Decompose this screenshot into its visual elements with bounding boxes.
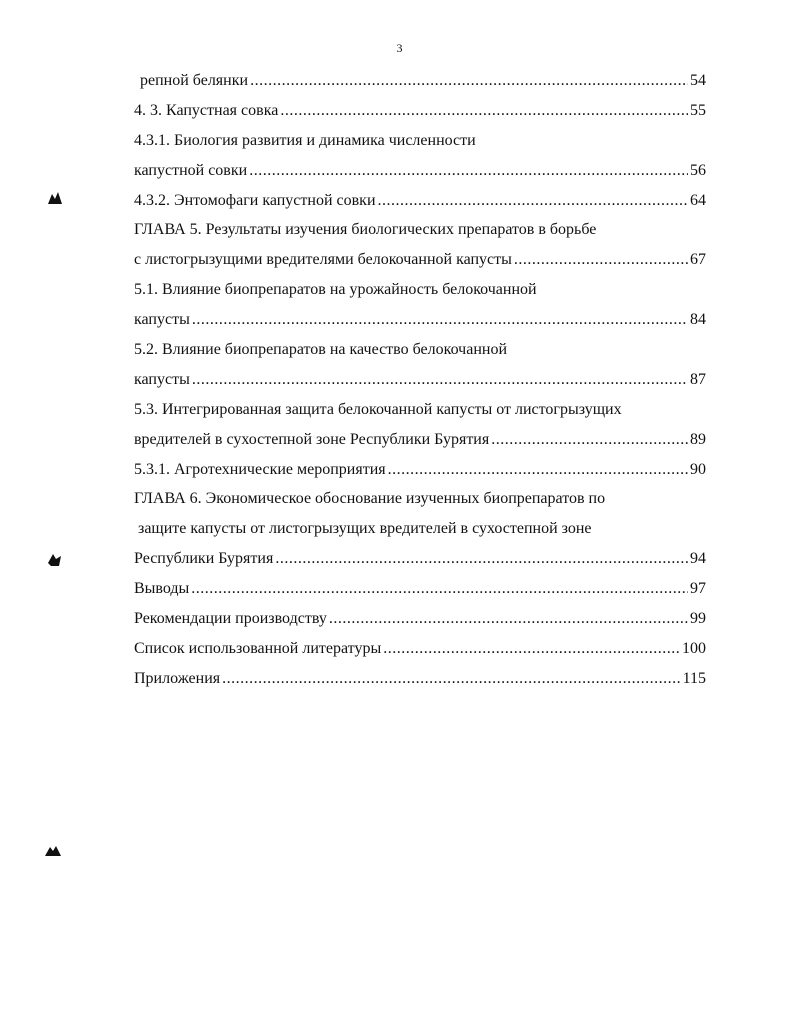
toc-entry-page: 84 xyxy=(690,311,706,329)
toc-entry xyxy=(134,335,706,365)
toc-entry-title: 5.1. Влияние биопрепаратов на урожайность белокочанной xyxy=(134,281,537,299)
toc-entry xyxy=(134,425,706,455)
toc-entry-title: 5.3. Интегрированная защита белокочанной капусты от листогрызущих xyxy=(134,400,622,418)
toc-entry xyxy=(134,664,706,694)
toc-entry-title: капусты xyxy=(134,370,190,388)
toc-entry-page: 90 xyxy=(690,460,706,478)
toc-entry-title: вредителей в сухостепной зоне Республики Бурятия xyxy=(134,430,490,448)
toc-entry-title: с листогрызущими вредителями белокочанной капусты xyxy=(134,251,512,269)
toc-entry xyxy=(134,156,706,186)
toc-entry-page: 100 xyxy=(682,639,706,657)
toc-leader-dots xyxy=(192,305,688,335)
scan-artifact-icon xyxy=(44,842,60,858)
toc-entry-page: 64 xyxy=(690,191,706,209)
toc-entry xyxy=(134,66,706,96)
toc-entry-title: капусты xyxy=(134,311,190,329)
toc-entry-page: 87 xyxy=(690,370,706,388)
toc-entry xyxy=(134,215,706,245)
toc-entry-title: 5.3.1. Агротехнические мероприятия xyxy=(134,460,386,478)
toc-leader-dots xyxy=(329,604,688,634)
toc-entry xyxy=(134,514,706,544)
toc-entry xyxy=(134,126,706,156)
toc-entry-title: Приложения xyxy=(134,669,221,687)
toc-leader-dots xyxy=(383,634,680,664)
toc-entry-title: капустной совки xyxy=(134,161,248,179)
toc-entry xyxy=(134,574,706,604)
toc-entry xyxy=(134,305,706,335)
toc-entry-title: Выводы xyxy=(134,580,190,598)
toc-entry xyxy=(134,634,706,664)
toc-entry-title: ГЛАВА 6. Экономическое обоснование изученных биопрепаратов по xyxy=(134,490,606,508)
toc-entry-title: Рекомендации производству xyxy=(134,610,327,628)
toc-entry xyxy=(134,245,706,275)
toc-entry-title: Республики Бурятия xyxy=(134,550,274,568)
toc-leader-dots xyxy=(275,544,688,574)
toc-leader-dots xyxy=(222,664,680,694)
toc-entry xyxy=(134,275,706,305)
toc-leader-dots xyxy=(491,425,688,455)
toc-entry-page: 54 xyxy=(690,72,706,89)
toc-entry xyxy=(134,484,706,514)
table-of-contents xyxy=(134,66,706,694)
toc-leader-dots xyxy=(249,156,688,186)
toc-entry-page: 55 xyxy=(690,101,706,119)
toc-leader-dots xyxy=(388,455,688,485)
toc-entry-title: Список использованной литературы xyxy=(134,639,382,657)
toc-entry-page: 89 xyxy=(690,430,706,448)
toc-entry-title: 4.3.1. Биология развития и динамика численности xyxy=(134,131,476,149)
toc-leader-dots xyxy=(250,66,688,96)
toc-entry xyxy=(134,544,706,574)
toc-entry xyxy=(134,455,706,485)
page-number: 3 xyxy=(396,41,403,55)
toc-entry-page: 56 xyxy=(690,161,706,179)
toc-entry-page: 67 xyxy=(690,251,706,269)
toc-leader-dots xyxy=(192,365,688,395)
scan-artifact-icon xyxy=(46,190,62,206)
toc-entry-title: 4. 3. Капустная совка xyxy=(134,101,279,119)
toc-leader-dots xyxy=(280,96,688,126)
toc-entry xyxy=(134,186,706,216)
toc-entry xyxy=(134,395,706,425)
toc-entry-page: 115 xyxy=(682,669,706,687)
toc-leader-dots xyxy=(378,186,688,216)
toc-leader-dots xyxy=(191,574,688,604)
toc-entry-title: 5.2. Влияние биопрепаратов на качество белокочанной xyxy=(134,341,507,359)
toc-entry xyxy=(134,365,706,395)
toc-entry-title: 4.3.2. Энтомофаги капустной совки xyxy=(134,191,376,209)
toc-entry-page: 99 xyxy=(690,610,706,628)
toc-entry xyxy=(134,604,706,634)
toc-entry-title: ГЛАВА 5. Результаты изучения биологических препаратов в борьбе xyxy=(134,221,597,239)
toc-entry xyxy=(134,96,706,126)
toc-entry-title: защите капусты от листогрызущих вредителей в сухостепной зоне xyxy=(134,520,592,538)
scan-artifact-icon xyxy=(46,551,62,567)
toc-leader-dots xyxy=(514,245,688,275)
toc-entry-page: 97 xyxy=(690,580,706,598)
toc-entry-title: репной белянки xyxy=(140,72,249,89)
toc-entry-page: 94 xyxy=(690,550,706,568)
